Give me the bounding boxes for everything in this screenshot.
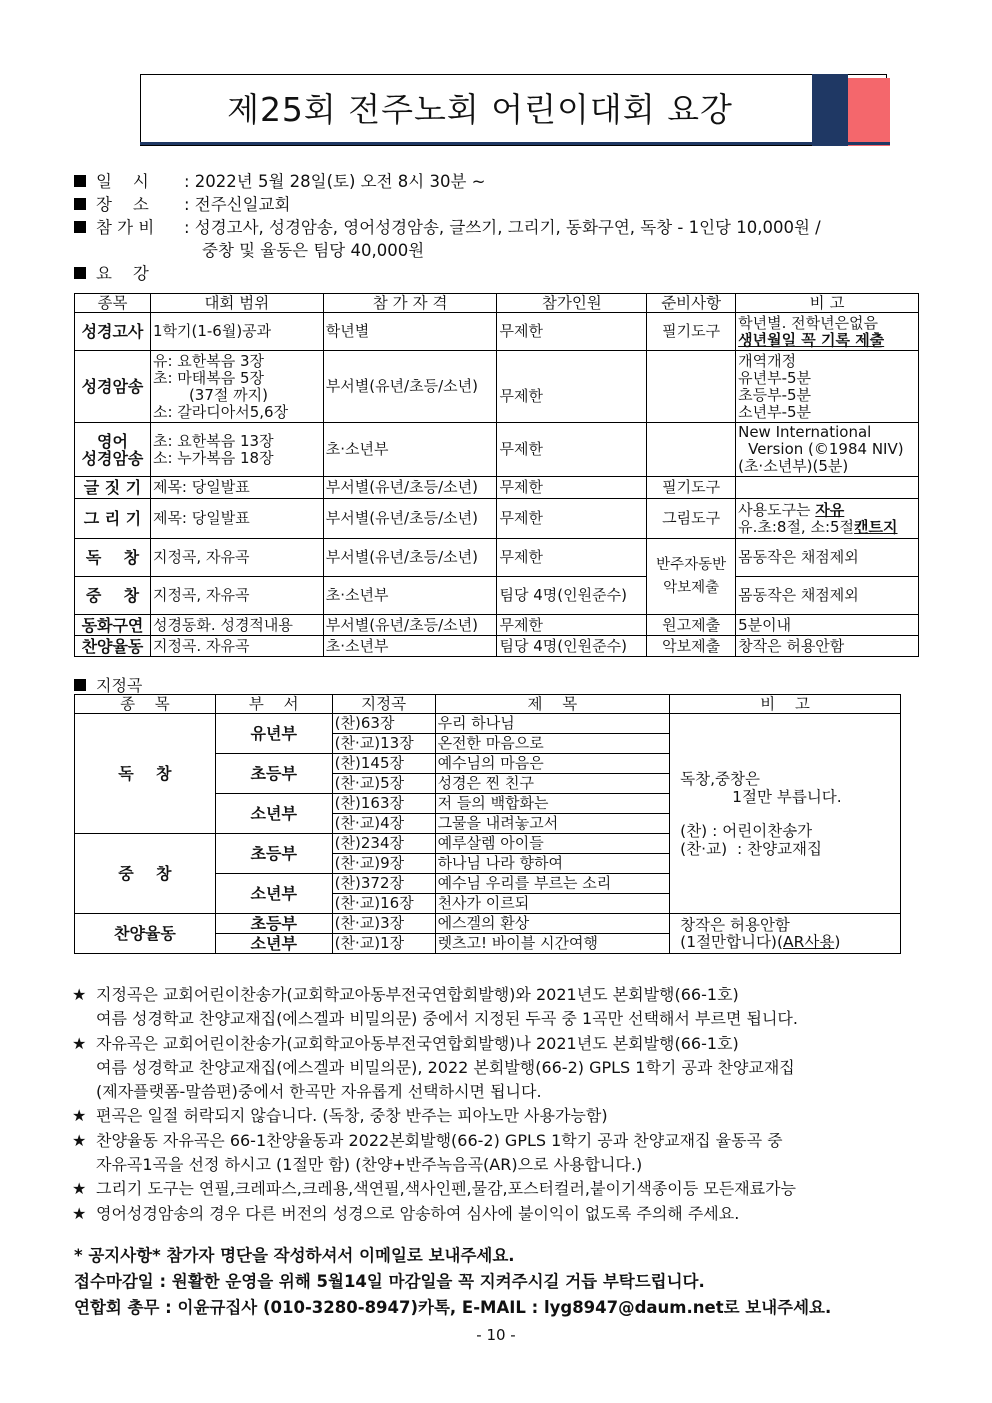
song-number: (찬·교)16장 [332, 894, 435, 914]
category-cell: 성경암송 [75, 351, 151, 423]
count-cell: 팀당 4명(인원준수) [497, 636, 647, 657]
song-title: 예루살렘 아이들 [435, 834, 670, 854]
page-number: - 10 - [476, 1326, 516, 1344]
qual-cell: 부서별(유년/초등/소년) [323, 499, 497, 539]
category-line: 성경암송 [81, 448, 144, 468]
scope-cell [150, 351, 323, 423]
note-text: 자유곡1곡을 선정 하시고 (1절만 함) (찬양+반주녹음곡(AR)으로 사용합니다.) [96, 1155, 643, 1175]
note-line: 창작은 허용안함 [680, 915, 790, 934]
square-bullet-icon [74, 679, 86, 691]
note-emphasis: 자유 [815, 500, 845, 519]
info-label: 일 시 [96, 172, 149, 191]
category-cell: 찬양율동 [75, 636, 151, 657]
count-cell: 무제한 [497, 423, 647, 477]
note-line: New International [738, 423, 872, 441]
note-line: 생년월일 꼭 기록 제출 [738, 330, 885, 349]
info-label: 참 가 비 [96, 218, 155, 237]
notice-line: 접수마감일 : 원활한 운영을 위해 5월14일 마감일을 꼭 지켜주시길 거듭 부탁드립니다. [74, 1272, 705, 1291]
category-cell: 중 창 [75, 577, 151, 615]
table-row [75, 423, 919, 477]
notice-line: * 공지사항* 참가자 명단을 작성하셔서 이메일로 보내주세요. [74, 1246, 515, 1265]
note-line: 유년부-5분 [738, 368, 812, 387]
song-title: 우리 하나님 [435, 714, 670, 734]
note-line: (찬·교) : 찬양교재집 [680, 839, 822, 858]
count-cell: 무제한 [497, 539, 647, 577]
category-cell: 글 짓 기 [75, 477, 151, 499]
songs-heading [74, 673, 142, 696]
star-icon: ★ [72, 1033, 87, 1053]
song-title: 하나님 나라 향하여 [435, 854, 670, 874]
prep-cell [647, 351, 736, 423]
prep-line: 반주자동반 [656, 556, 727, 573]
qual-cell: 부서별(유년/초등/소년) [323, 477, 497, 499]
note-emphasis: 캔트지 [854, 517, 898, 536]
dance-note-cell [670, 914, 901, 954]
scope-cell: 제목: 당일발표 [150, 499, 323, 539]
song-number: (찬·교)9장 [332, 854, 435, 874]
table-header-row [75, 294, 919, 313]
info-date [74, 170, 924, 193]
note-cell: 몸동작은 채점제외 [736, 577, 919, 615]
info-place [74, 193, 924, 216]
dept-cell: 초등부 [215, 754, 332, 794]
info-value: : 성경고사, 성경암송, 영어성경암송, 글쓰기, 그리기, 동화구연, 독창 - 1인당 10,000원 / [184, 218, 821, 237]
note-cell: 5분이내 [736, 615, 919, 636]
song-number: (찬)145장 [332, 754, 435, 774]
info-label: 장 소 [96, 195, 149, 214]
note-item [72, 1104, 932, 1128]
info-value: : 2022년 5월 28일(토) 오전 8시 30분 ~ [184, 172, 486, 191]
scope-cell [150, 423, 323, 477]
note-item [72, 983, 932, 1007]
table-row [75, 914, 901, 934]
note-cell [736, 313, 919, 351]
square-bullet-icon [74, 198, 86, 210]
song-title: 온전한 마음으로 [435, 734, 670, 754]
note-text: 자유곡은 교회어린이찬송가(교회학교아동부전국연합회발행)나 2021년도 본회발행(66-1호) [96, 1033, 739, 1053]
note-line: 1절만 부릅니다. [732, 787, 842, 806]
scope-cell: 제목: 당일발표 [150, 477, 323, 499]
song-number: (찬·교)4장 [332, 814, 435, 834]
notes-list [72, 983, 932, 1226]
song-number: (찬)163장 [332, 794, 435, 814]
col-header: 종 목 [75, 695, 216, 714]
count-cell: 무제한 [497, 477, 647, 499]
prep-cell [647, 423, 736, 477]
star-icon: ★ [72, 1130, 87, 1150]
star-icon: ★ [72, 1106, 87, 1126]
song-number: (찬·교)3장 [332, 914, 435, 934]
note-item [72, 1129, 932, 1153]
qual-cell: 초·소년부 [323, 636, 497, 657]
note-line: (찬) : 어린이찬송가 [680, 821, 813, 840]
scope-cell: 지정곡, 자유곡 [150, 577, 323, 615]
table-row [75, 615, 919, 636]
decor-underline [140, 142, 890, 145]
note-text: 여름 성경학교 찬양교재집(에스겔과 비밀의문) 중에서 지정된 두곡 중 1곡만 선택해서 부르면 됩니다. [96, 1009, 798, 1029]
group-cell-dance: 찬양율동 [75, 914, 216, 954]
count-cell: 무제한 [497, 313, 647, 351]
col-header: 대회 범위 [150, 294, 323, 313]
qual-cell: 초·소년부 [323, 577, 497, 615]
dept-cell: 소년부 [215, 794, 332, 834]
prep-cell: 악보제출 [647, 636, 736, 657]
table-row [75, 539, 919, 577]
square-bullet-icon [74, 175, 86, 187]
note-line: (초·소년부)(5분) [738, 457, 849, 475]
group-cell-solo: 독 창 [75, 714, 216, 834]
table-row [75, 714, 901, 734]
category-cell: 독 창 [75, 539, 151, 577]
scope-line: 유: 요한복음 3장 [152, 351, 265, 370]
note-cell [736, 477, 919, 499]
qual-cell: 부서별(유년/초등/소년) [323, 539, 497, 577]
col-header: 참 가 자 격 [323, 294, 497, 313]
song-title: 성경은 찐 친구 [435, 774, 670, 794]
col-header: 비 고 [736, 294, 919, 313]
songs-heading-text: 지정곡 [96, 676, 143, 695]
song-title: 에스겔의 환상 [435, 914, 670, 934]
note-cell [736, 499, 919, 539]
col-header: 비 고 [670, 695, 901, 714]
col-header: 종목 [75, 294, 151, 313]
scope-line: 소: 누가복음 18장 [152, 448, 274, 467]
song-number: (찬·교)1장 [332, 934, 435, 954]
prep-cell: 원고제출 [647, 615, 736, 636]
prep-cell: 필기도구 [647, 313, 736, 351]
note-line: 독창,중창은 [680, 769, 760, 788]
decor-navy-bar [812, 74, 848, 146]
col-header: 지정곡 [332, 695, 435, 714]
note-cell: 창작은 허용안함 [736, 636, 919, 657]
song-number: (찬)372장 [332, 874, 435, 894]
scope-cell: 1학기(1-6월)공과 [150, 313, 323, 351]
count-cell: 팀당 4명(인원준수) [497, 577, 647, 615]
songs-note-cell [670, 714, 901, 914]
prep-cell [647, 539, 736, 615]
prep-cell: 그림도구 [647, 499, 736, 539]
notice-footer [74, 1243, 934, 1321]
note-item [72, 1032, 932, 1056]
col-header: 부 서 [215, 695, 332, 714]
count-cell: 무제한 [497, 615, 647, 636]
note-cell [736, 351, 919, 423]
prep-line: 악보제출 [663, 579, 720, 596]
note-item [72, 1202, 932, 1226]
table-row [75, 499, 919, 539]
star-icon: ★ [72, 1203, 87, 1223]
song-title: 저 들의 백합화는 [435, 794, 670, 814]
note-text: 영어성경암송의 경우 다른 버전의 성경으로 암송하여 심사에 불이익이 없도록 주의해 주세요. [96, 1203, 740, 1223]
note-text: 편곡은 일절 허락되지 않습니다. (독창, 중창 반주는 피아노만 사용가능함) [96, 1106, 608, 1126]
note-line: 소년부-5분 [738, 402, 812, 421]
count-cell: 무제한 [497, 499, 647, 539]
song-title: 예수님의 마음은 [435, 754, 670, 774]
qual-cell: 학년별 [323, 313, 497, 351]
scope-cell: 지정곡, 자유곡 [150, 539, 323, 577]
song-title: 천사가 이르되 [435, 894, 670, 914]
page-title: 제25회 전주노회 어린이대회 요강 [227, 90, 733, 129]
category-cell: 동화구연 [75, 615, 151, 636]
qual-cell: 부서별(유년/초등/소년) [323, 351, 497, 423]
square-bullet-icon [74, 267, 86, 279]
col-header: 제 목 [435, 695, 670, 714]
note-text: 지정곡은 교회어린이찬송가(교회학교아동부전국연합회발행)와 2021년도 본회발행(66-1호) [96, 985, 739, 1004]
table-header-row [75, 695, 901, 714]
note-item [72, 1177, 932, 1201]
note-text: 그리기 도구는 연필,크레파스,크레용,색연필,색사인펜,물감,포스터컬러,붙이기색종이등 모든재료가능 [96, 1179, 797, 1199]
note-emphasis: AR사용 [783, 932, 835, 951]
count-cell: 무제한 [497, 351, 647, 423]
info-fee [74, 216, 924, 239]
songs-table [74, 694, 901, 954]
square-bullet-icon [74, 221, 86, 233]
note-cell [736, 423, 919, 477]
category-cell [75, 423, 151, 477]
dept-cell: 초등부 [215, 834, 332, 874]
note-text: (1절만합니다)( [680, 932, 784, 951]
note-cell: 몸동작은 채점제외 [736, 539, 919, 577]
category-cell: 성경고사 [75, 313, 151, 351]
qual-cell: 부서별(유년/초등/소년) [323, 615, 497, 636]
note-text: 사용도구는 [738, 500, 816, 519]
col-header: 참가인원 [497, 294, 647, 313]
note-line: 초등부-5분 [738, 385, 812, 404]
table-row [75, 477, 919, 499]
song-number: (찬)63장 [332, 714, 435, 734]
note-line: 개역개정 [738, 351, 797, 370]
song-title: 그물을 내려놓고서 [435, 814, 670, 834]
info-fee-cont: 중창 및 율동은 팀당 40,000원 [202, 241, 425, 260]
notice-line: 연합회 총무 : 이윤규집사 (010-3280-8947)카톡, E-MAIL : lyg8947@daum.net로 보내주세요. [74, 1298, 832, 1317]
song-title: 예수님 우리를 부르는 소리 [435, 874, 670, 894]
note-text: ) [834, 932, 841, 951]
group-cell-ensemble: 중 창 [75, 834, 216, 914]
scope-cell: 지정곡. 자유곡 [150, 636, 323, 657]
song-number: (찬·교)5장 [332, 774, 435, 794]
category-line: 영어 [97, 431, 128, 451]
info-value: : 전주신일교회 [184, 195, 291, 214]
song-number: (찬)234장 [332, 834, 435, 854]
star-icon: ★ [72, 1179, 87, 1199]
table-row [75, 313, 919, 351]
dept-cell: 소년부 [215, 934, 332, 954]
note-line: 학년별. 전학년은없음 [738, 313, 879, 332]
decor-coral-bar [848, 78, 890, 146]
note-line [738, 502, 916, 519]
dept-cell: 소년부 [215, 874, 332, 914]
competition-table [74, 293, 919, 657]
dept-cell: 유년부 [215, 714, 332, 754]
note-text: 여름 성경학교 찬양교재집(에스겔과 비밀의문), 2022 본회발행(66-2) GPLS 1학기 공과 찬양교재집 [96, 1057, 795, 1077]
table-row [75, 636, 919, 657]
note-text: 찬양율동 자유곡은 66-1찬양율동과 2022본회발행(66-2) GPLS 1학기 공과 찬양교재집 율동곡 중 [96, 1130, 783, 1150]
star-icon: ★ [72, 985, 87, 1004]
table-row [75, 577, 919, 615]
note-text: (제자플랫폼-말씀편)중에서 한곡만 자유롭게 선택하시면 됩니다. [96, 1082, 542, 1102]
category-cell: 그 리 기 [75, 499, 151, 539]
scope-cell: 성경동화. 성경적내용 [150, 615, 323, 636]
event-info [74, 170, 924, 285]
song-title: 렛츠고! 바이블 시간여행 [435, 934, 670, 954]
note-line [738, 519, 916, 536]
scope-line: 소: 갈라디아서5,6장 [152, 402, 289, 421]
qual-cell: 초·소년부 [323, 423, 497, 477]
info-outline [74, 262, 924, 285]
prep-cell: 필기도구 [647, 477, 736, 499]
title-box [140, 74, 887, 146]
song-number: (찬·교)13장 [332, 734, 435, 754]
note-text: 유.초:8절, 소:5절 [738, 517, 855, 536]
col-header: 준비사항 [647, 294, 736, 313]
note-line [680, 934, 898, 951]
scope-line: (37절 까지) [188, 385, 268, 404]
scope-line: 초: 요한복음 13장 [152, 431, 274, 450]
table-row [75, 351, 919, 423]
note-line: Version (©1984 NIV) [748, 440, 904, 458]
dept-cell: 초등부 [215, 914, 332, 934]
info-label: 요 강 [96, 264, 149, 283]
scope-line: 초: 마태복음 5장 [152, 368, 265, 387]
